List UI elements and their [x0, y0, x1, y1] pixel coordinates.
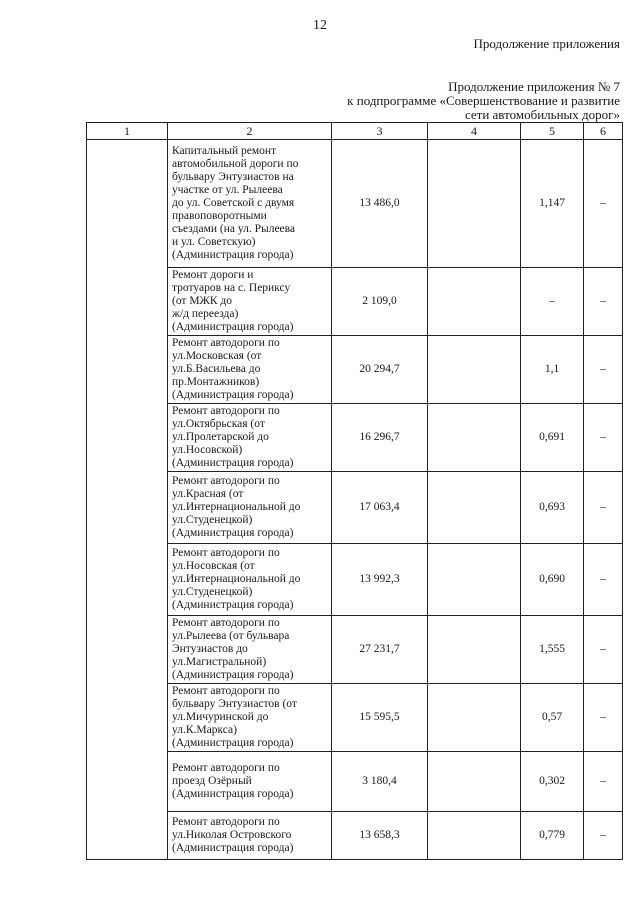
cell-col4 [428, 472, 521, 544]
cell-amount-text: 13 658,3 [359, 829, 400, 841]
cell-col5-text: – [549, 295, 555, 307]
cell-col6 [584, 472, 623, 544]
cell-col5 [521, 268, 584, 336]
cell-col5-text: 0,690 [539, 573, 565, 585]
cell-amount-text: 13 992,3 [359, 573, 400, 585]
cell-col6 [584, 752, 623, 812]
table-row [87, 616, 623, 684]
cell-col6-text: – [600, 501, 606, 513]
cell-col5 [521, 336, 584, 404]
cell-description [168, 268, 332, 336]
cell-description-text: Ремонт автодороги по ул.Рылеева (от бульвара Энтузиастов до ул.Магистральной) (Администрация города) [172, 617, 294, 681]
cell-description [168, 616, 332, 684]
cell-description-text: Ремонт автодороги по ул.Октябрьская (от ул.Пролетарской до ул.Носовской) (Администрация города) [172, 405, 294, 469]
cell-description [168, 752, 332, 812]
cell-amount [332, 336, 428, 404]
column-header-5: 5 [521, 123, 584, 140]
continuation-label: Продолжение приложения [473, 36, 620, 51]
appendix-line-1: Продолжение приложения № 7 [448, 79, 620, 94]
cell-col5 [521, 812, 584, 860]
cell-amount [332, 472, 428, 544]
cell-col6-text: – [600, 829, 606, 841]
cell-description [168, 140, 332, 268]
cell-amount [332, 752, 428, 812]
cell-description [168, 684, 332, 752]
appendix-line-2: к подпрограмме «Совершенствование и развитие [347, 93, 620, 108]
cell-amount [332, 684, 428, 752]
cell-col5-text: 0,691 [539, 431, 565, 443]
table-row [87, 472, 623, 544]
cell-col4 [428, 544, 521, 616]
column-header-4: 4 [428, 123, 521, 140]
cell-col6-text: – [600, 363, 606, 375]
cell-amount [332, 616, 428, 684]
cell-description [168, 336, 332, 404]
cell-col5 [521, 544, 584, 616]
table-row [87, 684, 623, 752]
cell-col4 [428, 616, 521, 684]
column-header-2: 2 [168, 123, 332, 140]
cell-col6 [584, 812, 623, 860]
table-row [87, 336, 623, 404]
cell-amount-text: 16 296,7 [359, 431, 400, 443]
table-row [87, 404, 623, 472]
cell-col4 [428, 268, 521, 336]
cell-description-text: Ремонт автодороги по ул.Красная (от ул.Интернациональной до ул.Студенецкой) (Администрация города) [172, 475, 301, 539]
cell-description-text: Ремонт автодороги по проезд Озёрный (Администрация города) [172, 762, 294, 800]
appendix-line-3: сети автомобильных дорог» [464, 107, 620, 122]
column-header-1: 1 [87, 123, 168, 140]
cell-col6-text: – [600, 197, 606, 209]
cell-amount-text: 15 595,5 [359, 711, 400, 723]
cell-description-text: Ремонт автодороги по ул.Носовская (от ул.Интернациональной до ул.Студенецкой) (Администрация города) [172, 547, 301, 611]
cell-amount [332, 268, 428, 336]
cell-amount-text: 17 063,4 [359, 501, 400, 513]
cell-col5 [521, 616, 584, 684]
cell-col6-text: – [600, 295, 606, 307]
cell-description [168, 812, 332, 860]
cell-col5-text: 1,555 [539, 643, 565, 655]
cell-col4 [428, 140, 521, 268]
cell-col6 [584, 616, 623, 684]
cell-col6 [584, 684, 623, 752]
cell-col5 [521, 684, 584, 752]
table-row [87, 544, 623, 616]
cell-col6 [584, 404, 623, 472]
cell-amount [332, 544, 428, 616]
cell-description-text: Капитальный ремонт автомобильной дороги по бульвару Энтузиастов на участке от ул. Рылеева до ул. Советской с двумя правоповоротными съездами (на ул. Рылеева и ул. Советскую) (Администрация города) [172, 145, 299, 261]
cell-col5-text: 1,1 [544, 363, 560, 375]
cell-amount-text: 20 294,7 [359, 363, 400, 375]
cell-amount-text: 3 180,4 [362, 775, 397, 787]
cell-col4 [428, 404, 521, 472]
table-row [87, 140, 623, 268]
cell-description [168, 472, 332, 544]
table-row [87, 812, 623, 860]
cell-col6-text: – [600, 431, 606, 443]
column-header-6: 6 [584, 123, 623, 140]
program-table [86, 122, 623, 860]
column-header-3: 3 [332, 123, 428, 140]
cell-col5 [521, 140, 584, 268]
cell-amount-text: 2 109,0 [362, 295, 397, 307]
cell-amount [332, 140, 428, 268]
cell-col4 [428, 812, 521, 860]
cell-amount-text: 13 486,0 [359, 197, 400, 209]
cell-col6-text: – [600, 775, 606, 787]
table-row [87, 752, 623, 812]
cell-amount-text: 27 231,7 [359, 643, 400, 655]
cell-col6 [584, 336, 623, 404]
cell-description-text: Ремонт автодороги по ул.Николая Островского (Администрация города) [172, 816, 294, 854]
cell-col6 [584, 544, 623, 616]
cell-description-text: Ремонт дороги и тротуаров на с. Периксу (от МЖК до ж/д переезда) (Администрация города) [172, 269, 294, 333]
cell-col5 [521, 404, 584, 472]
cell-col5-text: 0,57 [541, 711, 563, 723]
cell-amount [332, 812, 428, 860]
page-number: 12 [313, 18, 327, 33]
cell-col6-text: – [600, 711, 606, 723]
cell-description-text: Ремонт автодороги по бульвару Энтузиастов (от ул.Мичуринской до ул.К.Маркса) (Администрация города) [172, 685, 297, 749]
appendix-caption [347, 80, 620, 122]
cell-col5 [521, 472, 584, 544]
cell-col5-text: 0,693 [539, 501, 565, 513]
cell-description [168, 404, 332, 472]
cell-amount [332, 404, 428, 472]
cell-col6-text: – [600, 573, 606, 585]
cell-col4 [428, 752, 521, 812]
cell-col4 [428, 684, 521, 752]
cell-description-text: Ремонт автодороги по ул.Московская (от ул.Б.Васильева до пр.Монтажников) (Администрация города) [172, 337, 294, 401]
cell-col5 [521, 752, 584, 812]
cell-col5-text: 0,302 [539, 775, 565, 787]
cell-col5-text: 1,147 [539, 197, 565, 209]
cell-col5-text: 0,779 [539, 829, 565, 841]
column-header-row [87, 123, 623, 140]
cell-col6-text: – [600, 643, 606, 655]
cell-col6 [584, 140, 623, 268]
table-row [87, 268, 623, 336]
cell-description [168, 544, 332, 616]
cell-col6 [584, 268, 623, 336]
column-1-merged-cell [87, 140, 168, 860]
cell-col4 [428, 336, 521, 404]
